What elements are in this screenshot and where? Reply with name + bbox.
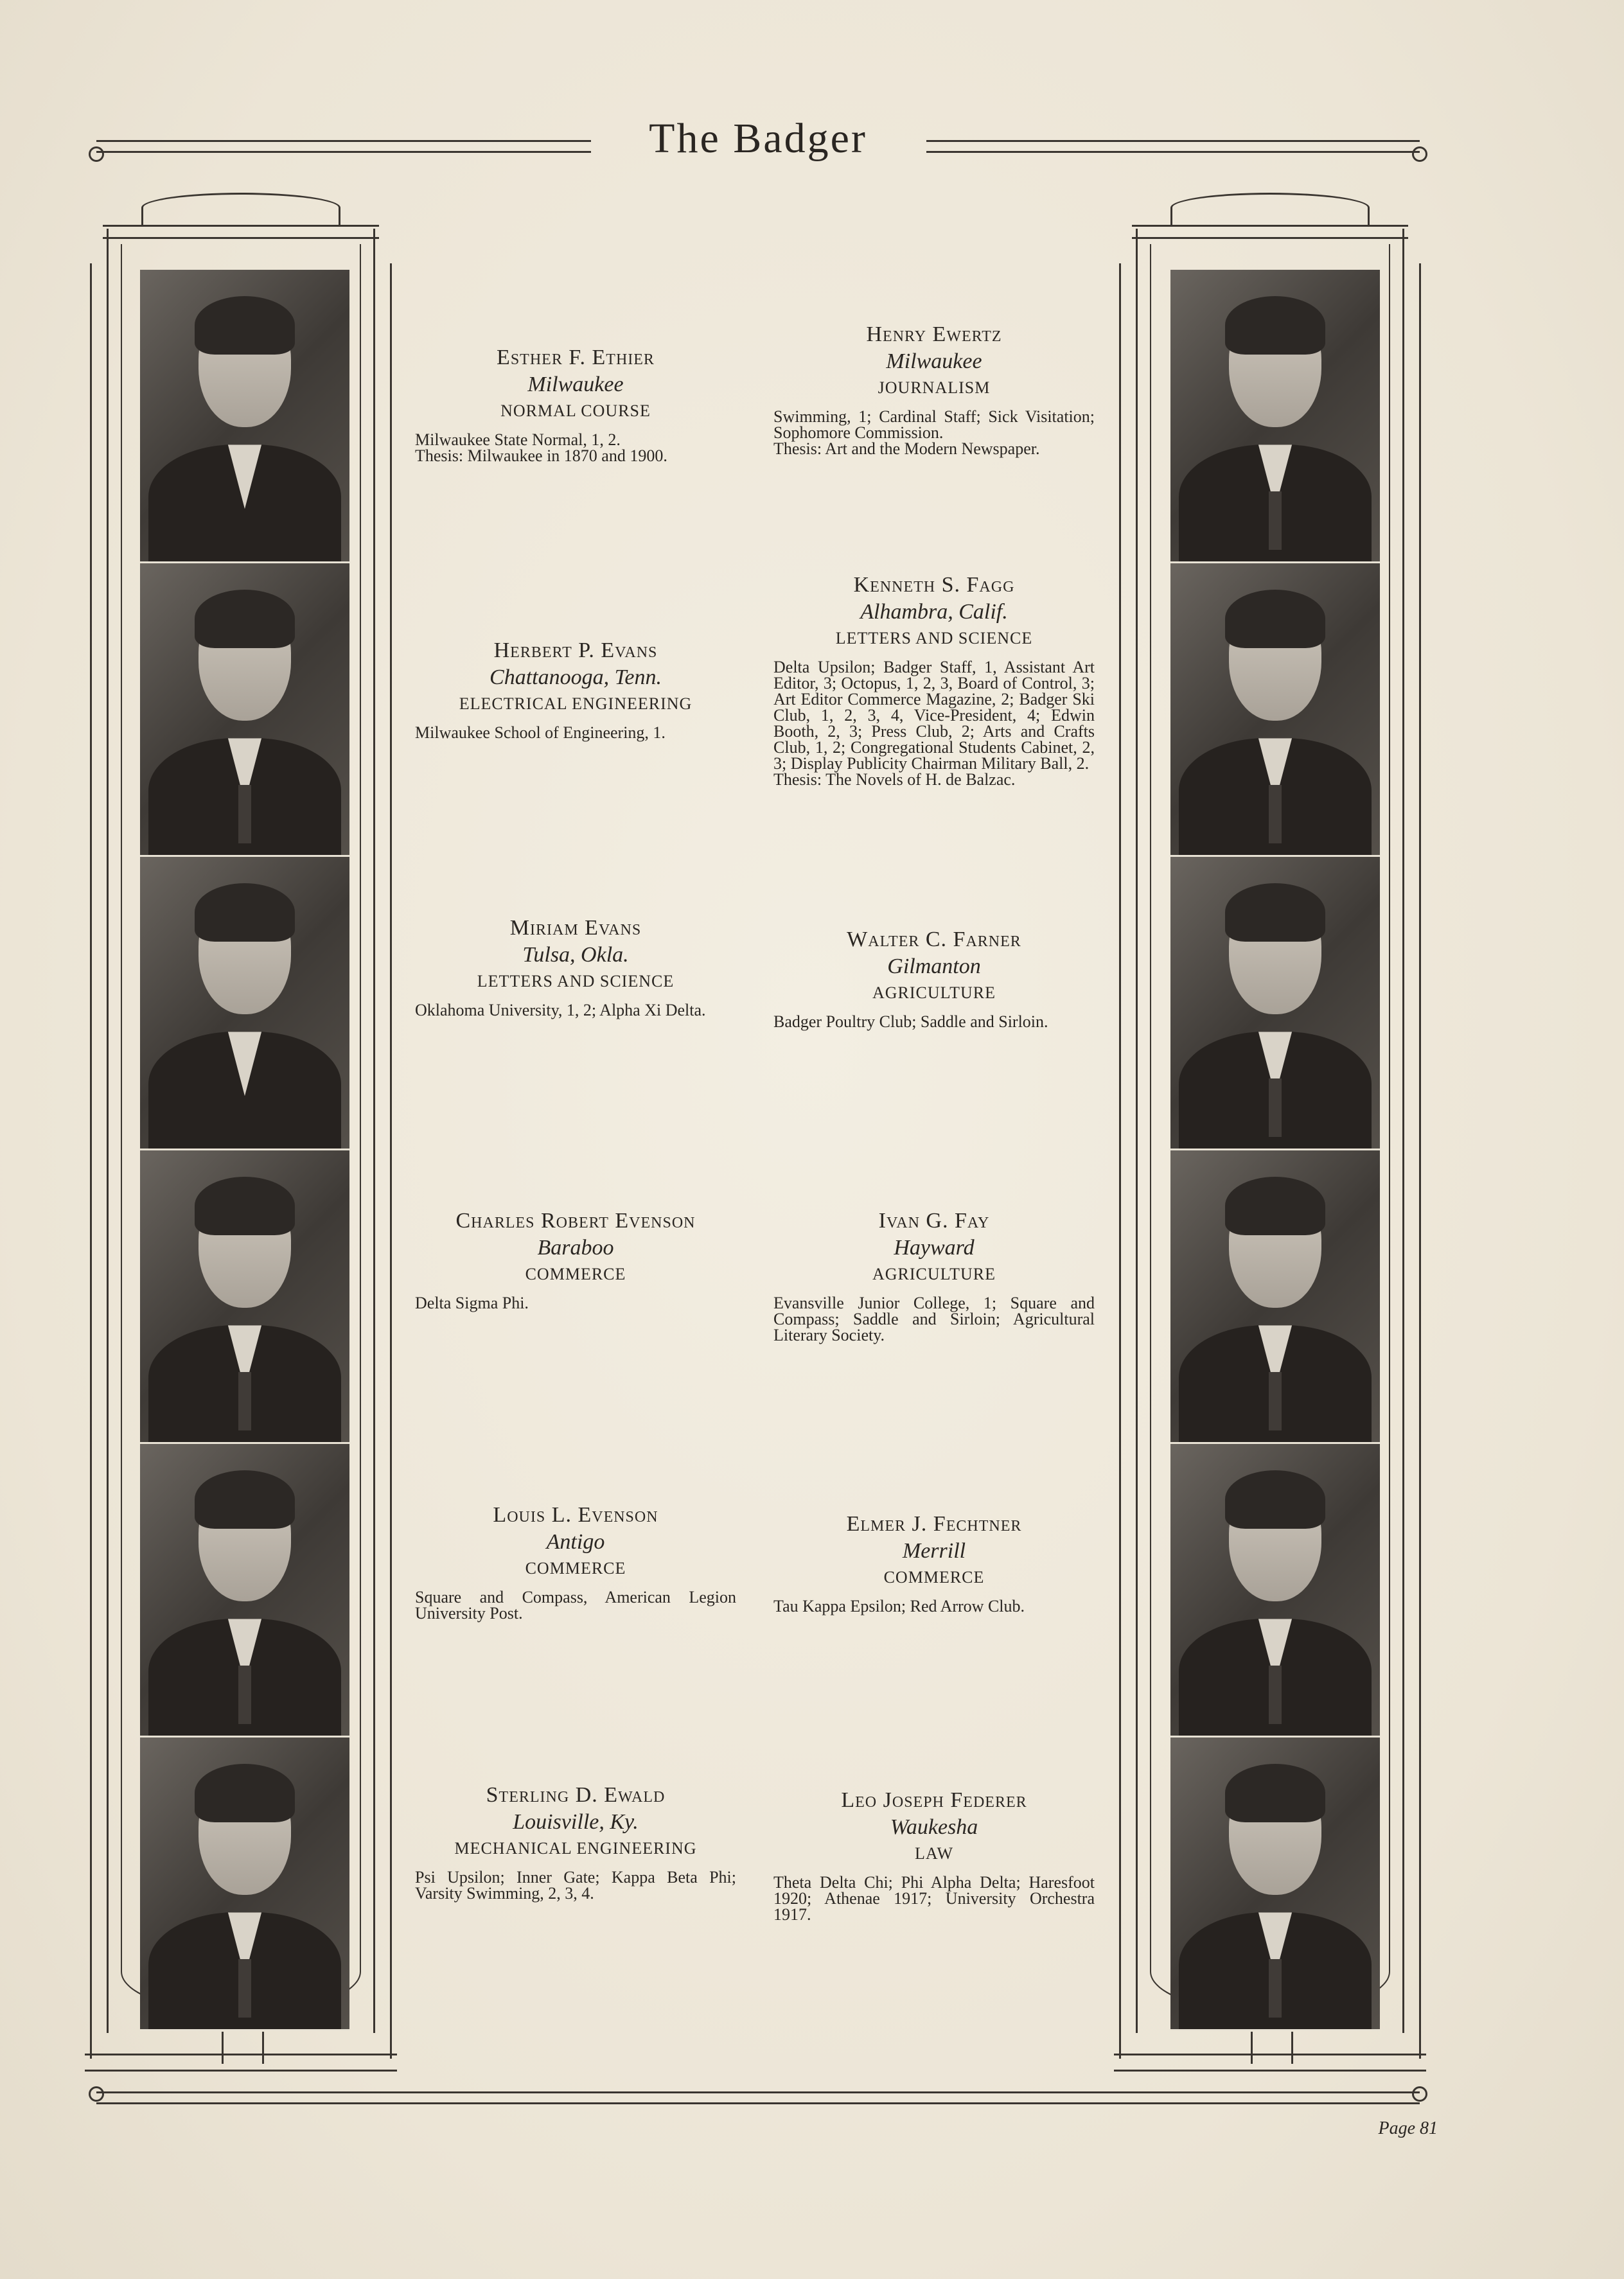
student-course: LAW — [914, 1844, 954, 1863]
frame-base — [85, 2054, 397, 2072]
portrait-photo — [1170, 1150, 1380, 1444]
student-entry — [773, 926, 1095, 1030]
student-name: Ivan G. Fay — [878, 1209, 990, 1233]
student-hometown: Chattanooga, Tenn. — [490, 665, 662, 689]
student-entry — [773, 1208, 1095, 1343]
student-entry — [415, 915, 736, 1018]
student-activities: Theta Delta Chi; Phi Alpha Delta; Haresfoot 1920; Athenae 1917; University Orchestra 1917. — [773, 1873, 1095, 1924]
student-hometown: Gilmanton — [887, 955, 981, 978]
student-hometown: Waukesha — [890, 1815, 978, 1839]
student-course: COMMERCE — [525, 1559, 626, 1578]
student-name: Sterling D. Ewald — [486, 1783, 666, 1807]
portrait-photo — [140, 1150, 349, 1444]
student-course: MECHANICAL ENGINEERING — [454, 1839, 697, 1858]
portrait-photo — [140, 857, 349, 1150]
portrait-photo — [1170, 1444, 1380, 1738]
student-name: Elmer J. Fechtner — [846, 1512, 1022, 1536]
student-activities: Delta Sigma Phi. — [415, 1294, 529, 1312]
header-rule-left — [96, 140, 591, 153]
frame-arch — [1170, 193, 1370, 227]
portrait-photo — [1170, 270, 1380, 563]
page-title: The Badger — [649, 115, 867, 162]
student-entry — [773, 572, 1095, 788]
student-name: Leo Joseph Federer — [841, 1788, 1027, 1812]
student-entry — [415, 1208, 736, 1311]
page-number: Page 81 — [1378, 2118, 1438, 2138]
student-activities: Tau Kappa Epsilon; Red Arrow Club. — [773, 1597, 1025, 1615]
student-hometown: Baraboo — [537, 1236, 614, 1260]
student-activities: Milwaukee School of Engineering, 1. — [415, 723, 666, 742]
student-course: JOURNALISM — [878, 378, 991, 397]
student-name: Kenneth S. Fagg — [853, 573, 1015, 597]
portrait-photo — [1170, 563, 1380, 857]
student-activities: Delta Upsilon; Badger Staff, 1, Assistant Art Editor, 3; Octopus, 1, 2, 3, Board of Control, 3; Art Editor Commerce Magazine, 2; Badger Ski Club, 1, 2, 3, 4, Vice-President, 4; Edwin Booth, 2, 3; Press Club, 2; Arts and Crafts Club, 1, 2; Congregational Students Cabinet, 2, 3; Display Publicity Chairman Military Ball, 2. Thesis: The Novels of H. de Balzac. — [773, 658, 1095, 789]
footer-rule — [96, 2091, 1420, 2104]
student-hometown: Alhambra, Calif. — [860, 600, 1008, 624]
portrait-photo — [140, 563, 349, 857]
student-course: AGRICULTURE — [872, 983, 996, 1002]
frame-base — [1114, 2054, 1426, 2072]
student-name: Henry Ewertz — [866, 322, 1002, 346]
student-activities: Psi Upsilon; Inner Gate; Kappa Beta Phi; Varsity Swimming, 2, 3, 4. — [415, 1868, 736, 1903]
student-activities: Square and Compass, American Legion University Post. — [415, 1588, 736, 1623]
student-entry — [415, 1782, 736, 1901]
student-name: Herbert P. Evans — [493, 638, 658, 662]
student-activities: Evansville Junior College, 1; Square and Compass; Saddle and Sirloin; Agricultural Literary Society. — [773, 1294, 1095, 1344]
student-course: LETTERS AND SCIENCE — [477, 972, 675, 990]
student-hometown: Milwaukee — [886, 349, 982, 373]
student-entry — [773, 321, 1095, 457]
frame-arch — [141, 193, 340, 227]
right-portrait-column — [1170, 270, 1380, 2031]
student-course: COMMERCE — [883, 1568, 985, 1587]
student-entry — [415, 637, 736, 741]
student-activities: Oklahoma University, 1, 2; Alpha Xi Delta. — [415, 1001, 706, 1019]
student-name: Miriam Evans — [509, 916, 642, 940]
student-hometown: Milwaukee — [527, 373, 624, 396]
student-hometown: Tulsa, Okla. — [522, 943, 629, 967]
right-scroll-ornament — [1412, 146, 1427, 162]
portrait-photo — [140, 1444, 349, 1738]
left-portrait-column — [140, 270, 349, 2031]
student-hometown: Antigo — [546, 1530, 605, 1554]
student-activities: Badger Poultry Club; Saddle and Sirloin. — [773, 1012, 1048, 1031]
student-activities: Swimming, 1; Cardinal Staff; Sick Visitation; Sophomore Commission. Thesis: Art and the Modern Newspaper. — [773, 407, 1095, 458]
student-entry — [415, 344, 736, 464]
portrait-photo — [1170, 857, 1380, 1150]
header-rule-right — [926, 140, 1420, 153]
student-name: Louis L. Evenson — [493, 1503, 658, 1527]
student-course: AGRICULTURE — [872, 1265, 996, 1283]
student-course: NORMAL COURSE — [500, 401, 651, 420]
student-course: COMMERCE — [525, 1265, 626, 1283]
student-entry — [773, 1511, 1095, 1614]
footer-right-scroll-ornament — [1412, 2086, 1427, 2102]
student-hometown: Merrill — [902, 1539, 966, 1563]
student-activities: Milwaukee State Normal, 1, 2. Thesis: Milwaukee in 1870 and 1900. — [415, 430, 667, 465]
student-hometown: Louisville, Ky. — [513, 1810, 639, 1834]
student-hometown: Hayward — [894, 1236, 975, 1260]
student-entry — [415, 1502, 736, 1621]
portrait-photo — [140, 1738, 349, 2031]
student-course: ELECTRICAL ENGINEERING — [459, 694, 693, 713]
student-course: LETTERS AND SCIENCE — [835, 629, 1033, 647]
portrait-photo — [140, 270, 349, 563]
student-name: Esther F. Ethier — [497, 346, 655, 369]
student-name: Charles Robert Evenson — [455, 1209, 696, 1233]
portrait-photo — [1170, 1738, 1380, 2031]
student-entry — [773, 1787, 1095, 1923]
student-name: Walter C. Farner — [847, 928, 1021, 951]
